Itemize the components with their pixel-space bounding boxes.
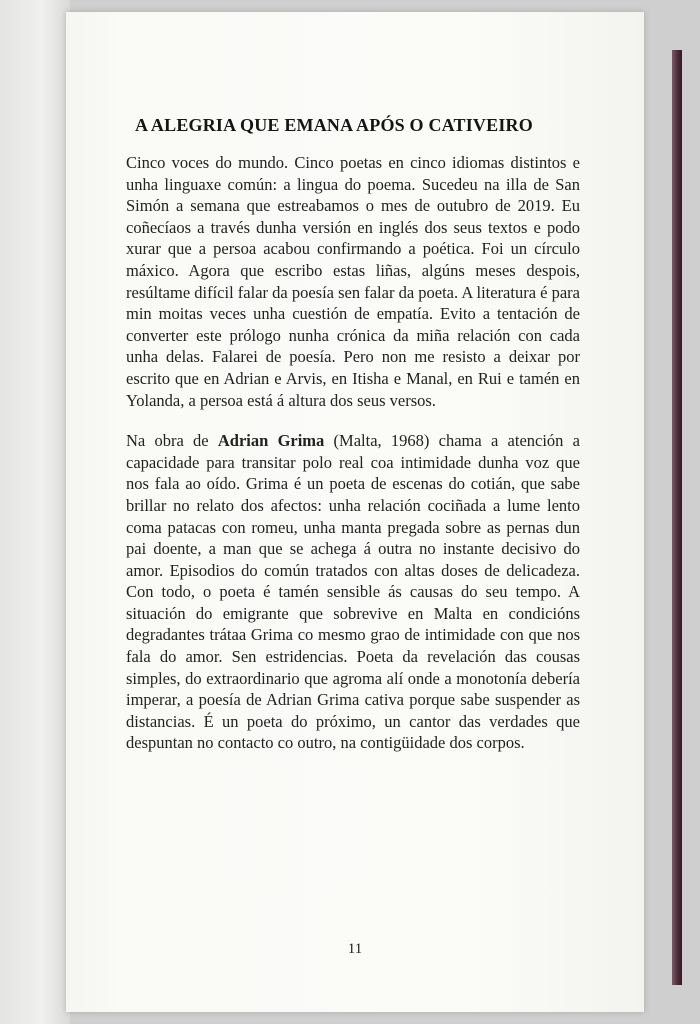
paragraph-2-lead: Na obra de bbox=[126, 431, 218, 451]
paragraph-1: Cinco voces do mundo. Cinco poetas en cinco idiomas distintos e unha linguaxe común: a lingua do poema. Sucedeu na illa de San Simón a semana que estreabamos o mes de outubro de 2019. Eu coñecíaos a través dunha versión en inglés dos seus textos e podo xurar que a persoa acabou confirmando a poética. Foi un círculo máxico. Agora que escribo estas liñas, algúns meses despois, resúltame difícil falar da poesía sen falar da poeta. A literatura é para min moitas veces unha cuestión de empatía. Evito a tentación de converter este prólogo nunha crónica da miña relación con cada unha delas. Falarei de poesía. Pero non me resisto a deixar por escrito que en Adrian e Arvis, en Itisha e Manal, en Rui e tamén en Yolanda, a persoa está á altura dos seus versos. bbox=[126, 153, 580, 410]
poet-name: Adrian Grima bbox=[217, 431, 325, 451]
book-cover-edge bbox=[672, 50, 682, 985]
book-page bbox=[66, 12, 644, 1012]
facing-page-edge bbox=[0, 0, 70, 1024]
page-number: 11 bbox=[347, 941, 363, 957]
page-title: A ALEGRIA QUE EMANA APÓS O CATIVEIRO bbox=[135, 115, 533, 135]
page-body bbox=[126, 152, 580, 773]
paragraph-2-text: (Malta, 1968) chama a atención a capacidade para transitar polo real coa intimidade dunha voz que nos fala ao oído. Grima é un poeta de escenas do cotián, que sabe brillar no relato dos afectos: unha relación cociñada a lume lento coma patacas con romeu, unha manta pregada sobre as pernas dun pai doente, a man que se achega á outra no instante decisivo do amor. Episodios do común tratados con altas doses de delicadeza. Con todo, o poeta é tamén sensible ás causas do seu tempo. A situación do emigrante que sobrevive en Malta en condicións degradantes trátaa Grima co mesmo grao de intimidade con que nos fala do amor. Sen estridencias. Poeta da revelación das cousas simples, do extraordinario que agroma alí onde a monotonía debería imperar, a poesía de Adrian Grima cativa porque sabe suspender as distancias. É un poeta do próximo, un cantor das verdades que despuntan no contacto co outro, na contigüidade dos corpos. bbox=[126, 431, 580, 753]
paragraph-2 bbox=[126, 430, 580, 754]
